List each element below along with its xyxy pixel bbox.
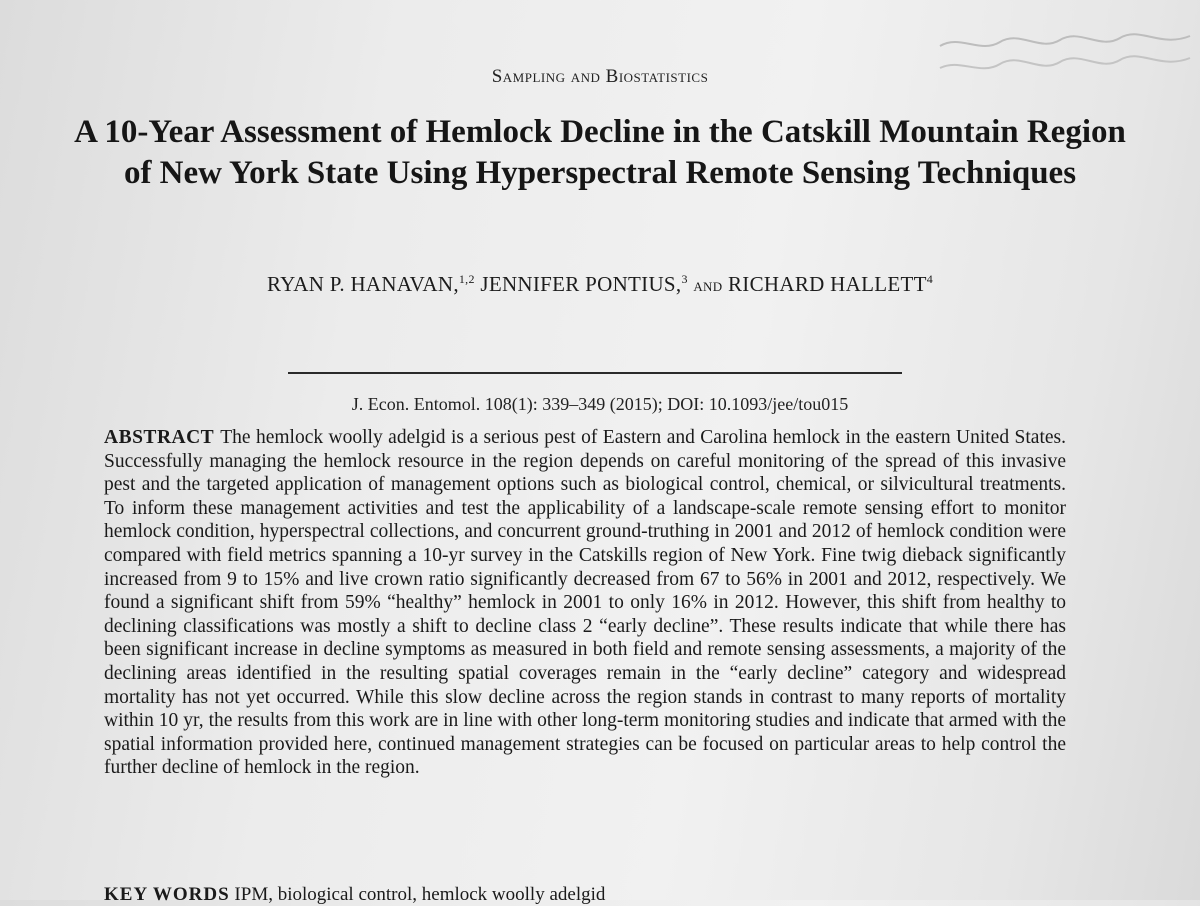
author-name: RICHARD HALLETT [727, 272, 927, 296]
journal-citation: J. Econ. Entomol. 108(1): 339–349 (2015); DOI: 10.1093/jee/tou015 [351, 394, 849, 414]
author-conjunction: and [693, 275, 723, 296]
author-name: RYAN P. HANAVAN, [266, 272, 459, 296]
author-line [0, 272, 1200, 297]
abstract-text: The hemlock woolly adelgid is a serious pest of Eastern and Carolina hemlock in the eastern United States. Successfully managing the hemlock resource in the region depends on careful monitoring of the spread of this invasive pest and the targeted application of management options such as biological control, chemical, or silvicultural treatments. To inform these management activities and test the applicability of a landscape-scale remote sensing effort to monitor hemlock condition, hyperspectral collections, and concurrent ground-truthing in 2001 and 2012 of hemlock condition were compared with field metrics spanning a 10-yr survey in the Catskills region of New York. Fine twig dieback significantly increased from 9 to 15% and live crown ratio significantly decreased from 67 to 56% in 2001 and 2012, respectively. We found a significant shift from 59% “healthy” hemlock in 2001 to only 16% in 2012. However, this shift from healthy to declining classifications was mostly a shift to decline class 2 “early decline”. These results indicate that while there has been significant increase in decline symptoms as measured in both field and remote sensing assessments, a majority of the declining areas identified in the resulting spatial coverages remain in the “early decline” category and widespread mortality has not yet occurred. While this slow decline across the region stands in contrast to many reports of mortality within 10 yr, the results from this work are in line with other long-term monitoring studies and indicate that armed with the spatial information provided here, continued management strategies can be focused on particular areas to help control the further decline of hemlock in the region. [104, 427, 1066, 779]
article-title: A 10-Year Assessment of Hemlock Decline in the Catskill Mountain Region of New York State Using Hyperspectral Remote Sensing Techniques [74, 114, 1126, 191]
author-affiliation: 4 [926, 272, 934, 286]
author-name: JENNIFER PONTIUS, [480, 272, 682, 296]
keywords-line [104, 884, 1066, 906]
keywords-label: KEY WORDS [104, 884, 230, 905]
author-affiliation: 3 [681, 272, 688, 286]
keywords-text: IPM, biological control, hemlock woolly adelgid [234, 884, 606, 905]
divider-rule [288, 372, 902, 374]
abstract-paragraph [104, 426, 1066, 780]
abstract-label: ABSTRACT [104, 427, 215, 448]
author-affiliation: 1,2 [458, 272, 475, 286]
section-label: Sampling and Biostatistics [491, 66, 709, 87]
